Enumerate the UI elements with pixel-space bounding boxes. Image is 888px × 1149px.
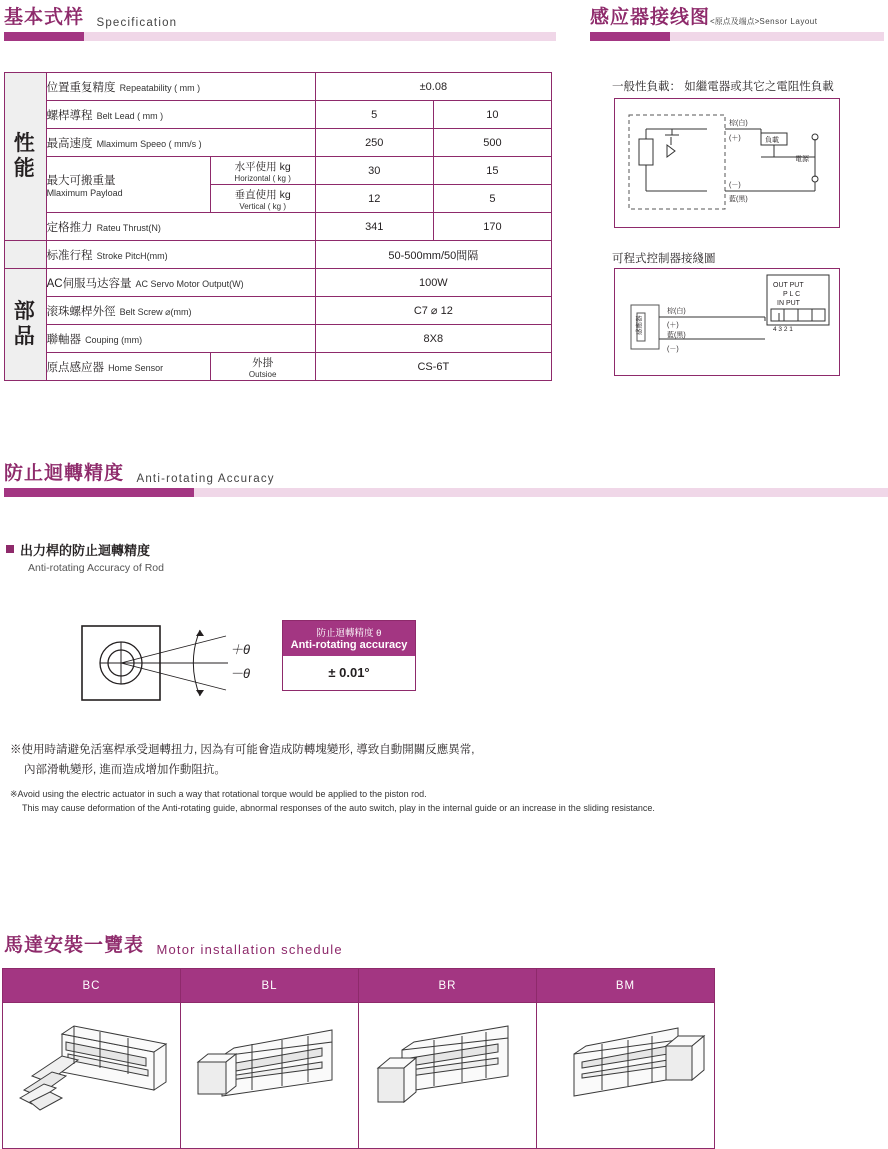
- sensor-diagram-box-1: [614, 98, 840, 228]
- group-label-performance: 性能: [5, 73, 47, 241]
- row-label-home-sensor: [46, 353, 210, 381]
- table-row: [5, 157, 552, 185]
- note-en-line1: ※Avoid using the electric actuator in such a way that rotational torque would be applied to the piston rod.: [10, 789, 427, 799]
- row-label-cn: 位置重复精度: [46, 81, 116, 94]
- row-value-screw-dia: C7 ⌀ 12: [315, 297, 551, 325]
- sub-label-en: Outsioe: [248, 369, 277, 379]
- note-chinese: [10, 740, 870, 780]
- row-value-belt-lead-2: 10: [433, 101, 551, 129]
- sub-label-horizontal: [210, 157, 315, 185]
- group-label-blank: [5, 241, 47, 269]
- sensor-diagram-caption-2: 可程式控制器接綫圖: [612, 253, 716, 265]
- rule-light: [4, 32, 556, 41]
- section-header-motor: [4, 930, 343, 957]
- rule-dark-anti: [4, 488, 194, 497]
- table-row: [5, 325, 552, 353]
- row-value-vertical-1: 12: [315, 185, 433, 213]
- row-label-belt-lead: [46, 101, 315, 129]
- svg-text:P L C: P L C: [783, 291, 801, 298]
- motor-header-bc: BC: [3, 969, 181, 1003]
- section-title-sub-sensor: <原点及端点>: [710, 17, 760, 26]
- section-title-en-sensor: Sensor Layout: [759, 17, 818, 26]
- subsection-title-en: Anti-rotating Accuracy of Rod: [28, 562, 164, 574]
- row-label-motor-output: [46, 269, 315, 297]
- table-row: [5, 241, 552, 269]
- svg-text:(－): (－): [729, 182, 741, 189]
- actuator-br-illustration: [360, 1006, 532, 1146]
- svg-text:－θ: －θ: [230, 666, 251, 681]
- subsection-anti-rotating-rod: [6, 540, 164, 574]
- svg-text:負載: 負載: [765, 137, 779, 144]
- actuator-bm-illustration: [538, 1006, 710, 1146]
- row-value-max-speed-1: 250: [315, 129, 433, 157]
- specification-table: [4, 72, 552, 381]
- svg-text:藍(黑): 藍(黑): [729, 196, 748, 203]
- note-cn-line2: 內部滑軌變形, 進而造成增加作動阻抗。: [24, 764, 226, 777]
- svg-text:＋θ: ＋θ: [230, 642, 251, 657]
- rule-dark-sensor: [590, 32, 670, 41]
- motor-image-bm: [537, 1003, 715, 1149]
- table-row: [5, 213, 552, 241]
- row-value-motor-output: 100W: [315, 269, 551, 297]
- section-rule-sensor: [590, 32, 884, 41]
- row-label-en: Home Sensor: [108, 362, 164, 373]
- group-label-parts: 部品: [5, 269, 47, 381]
- accuracy-title-en: Anti-rotating accuracy: [290, 639, 408, 651]
- section-title-en-anti: Anti-rotating Accuracy: [136, 473, 275, 485]
- row-value-belt-lead-1: 5: [315, 101, 433, 129]
- row-label-cn: 原点感应器: [46, 361, 105, 374]
- row-label-coupling: [46, 325, 315, 353]
- table-row: [5, 73, 552, 101]
- row-label-en: Mlaximum Speeo ( mm/s ): [96, 138, 202, 149]
- row-label-en: Belt Lead ( mm ): [96, 110, 164, 121]
- row-label-repeatability: [46, 73, 315, 101]
- actuator-bc-illustration: [4, 1006, 176, 1146]
- sub-label-cn: 水平使用 kg: [234, 160, 291, 173]
- table-row: [5, 297, 552, 325]
- motor-installation-table: [2, 968, 715, 1149]
- section-title-cn-motor: 馬達安裝一覽表: [4, 935, 145, 956]
- row-value-repeatability: ±0.08: [315, 73, 551, 101]
- sensor-diagram-box-2: [614, 268, 840, 376]
- svg-text:(－): (－): [667, 346, 679, 353]
- sub-label-vertical: [210, 185, 315, 213]
- section-title-cn: 基本式样: [4, 7, 85, 28]
- row-label-stroke-pitch: [46, 241, 315, 269]
- motor-header-bl: BL: [181, 969, 359, 1003]
- section-title-en: Specification: [96, 17, 178, 29]
- section-header-specification: [4, 2, 556, 41]
- svg-text:棕(白): 棕(白): [729, 120, 748, 127]
- motor-header-bm: BM: [537, 969, 715, 1003]
- anti-rotating-diagram: [78, 612, 268, 712]
- relay-load-circuit-diagram: [615, 99, 839, 227]
- sub-label-outside: [210, 353, 315, 381]
- note-en-line2: This may cause deformation of the Anti-rotating guide, abnormal responses of the auto switch, play in the internal guide or an increase in the sliding resistance.: [22, 802, 655, 813]
- sub-label-cn: 外掛: [252, 356, 274, 369]
- svg-text:藍(黑): 藍(黑): [667, 332, 686, 339]
- section-title-cn-sensor: 感应器接线图: [590, 7, 711, 28]
- row-label-cn: 定格推力: [46, 221, 93, 234]
- table-row: [5, 269, 552, 297]
- svg-text:IN PUT: IN PUT: [777, 300, 800, 307]
- row-value-home-sensor: CS-6T: [315, 353, 551, 381]
- actuator-bl-illustration: [182, 1006, 354, 1146]
- row-value-max-speed-2: 500: [433, 129, 551, 157]
- section-header-anti-rotating: [4, 458, 888, 497]
- row-value-vertical-2: 5: [433, 185, 551, 213]
- section-rule-anti: [4, 488, 888, 497]
- rod-angle-diagram: [78, 612, 268, 712]
- row-label-en: Couping (mm): [85, 334, 143, 345]
- svg-text:(＋): (＋): [667, 322, 679, 329]
- motor-image-bc: [3, 1003, 181, 1149]
- row-value-thrust-2: 170: [433, 213, 551, 241]
- subsection-title-cn: 出力桿的防止迴轉精度: [20, 543, 151, 558]
- row-label-en: AC Servo Motor Output(W): [135, 278, 244, 289]
- row-label-cn: 螺桿導程: [46, 109, 93, 122]
- sub-label-en: Horizontal ( kg ): [234, 173, 291, 183]
- note-english: [10, 788, 880, 816]
- row-label-en: Rateu Thrust(N): [96, 222, 161, 233]
- svg-text:電源: 電源: [795, 156, 809, 163]
- row-label-cn: 聯軸器: [46, 333, 82, 346]
- motor-image-bl: [181, 1003, 359, 1149]
- row-value-horizontal-1: 30: [315, 157, 433, 185]
- table-row: [3, 1003, 715, 1149]
- sub-label-cn: 垂直使用 kg: [234, 188, 291, 201]
- svg-text:棕(白): 棕(白): [667, 308, 686, 315]
- accuracy-box-header: [283, 621, 415, 656]
- svg-text:OUT PUT: OUT PUT: [773, 282, 804, 289]
- bullet-square-icon: [6, 545, 14, 553]
- table-header-row: [3, 969, 715, 1003]
- row-label-max-payload: [46, 157, 210, 213]
- row-label-en: Belt Screw ⌀(mm): [119, 306, 192, 317]
- row-label-rated-thrust: [46, 213, 315, 241]
- accuracy-title-cn: 防止迴轉精度 θ: [316, 628, 382, 639]
- svg-text:感應器: 感應器: [636, 315, 643, 335]
- accuracy-value: ± 0.01°: [328, 665, 370, 680]
- section-title-cn-anti: 防止迴轉精度: [4, 463, 125, 484]
- table-row: [5, 101, 552, 129]
- row-label-max-speed: [46, 129, 315, 157]
- row-label-en: Repeatability ( mm ): [119, 82, 201, 93]
- row-label-cn: AC伺服马达容量: [46, 277, 132, 290]
- plc-wiring-diagram: [615, 269, 839, 375]
- row-label-cn: 滚珠螺桿外徑: [46, 305, 116, 318]
- table-row: [5, 129, 552, 157]
- section-header-sensor-layout: [590, 2, 884, 41]
- row-value-coupling: 8X8: [315, 325, 551, 353]
- row-label-en: Mlaximum Payload: [46, 187, 123, 198]
- section-title-en-motor: Motor installation schedule: [156, 942, 343, 957]
- motor-header-br: BR: [359, 969, 537, 1003]
- rule-dark: [4, 32, 84, 41]
- row-label-cn: 标准行程: [46, 249, 93, 262]
- anti-rotating-accuracy-box: [282, 620, 416, 691]
- section-rule: [4, 32, 556, 41]
- sub-label-en: Vertical ( kg ): [239, 201, 286, 211]
- motor-image-br: [359, 1003, 537, 1149]
- svg-text:(＋): (＋): [729, 135, 741, 142]
- row-value-thrust-1: 341: [315, 213, 433, 241]
- table-row: [5, 353, 552, 381]
- row-value-horizontal-2: 15: [433, 157, 551, 185]
- sensor-diagram-caption-1: 一般性負載： 如繼電器或其它之電阻性負載: [612, 81, 834, 93]
- note-cn-line1: ※使用時請避免活塞桿承受迴轉扭力, 因為有可能會造成防轉塊變形, 導致自動開關反應異常,: [10, 744, 475, 756]
- row-label-en: Stroke PitcH(mm): [96, 250, 168, 261]
- row-value-stroke-pitch: 50-500mm/50間隔: [315, 241, 551, 269]
- row-label-screw-dia: [46, 297, 315, 325]
- row-label-cn: 最大可搬重量: [46, 174, 116, 187]
- row-label-cn: 最高速度: [46, 137, 93, 150]
- svg-text:4 3 2 1: 4 3 2 1: [773, 326, 793, 333]
